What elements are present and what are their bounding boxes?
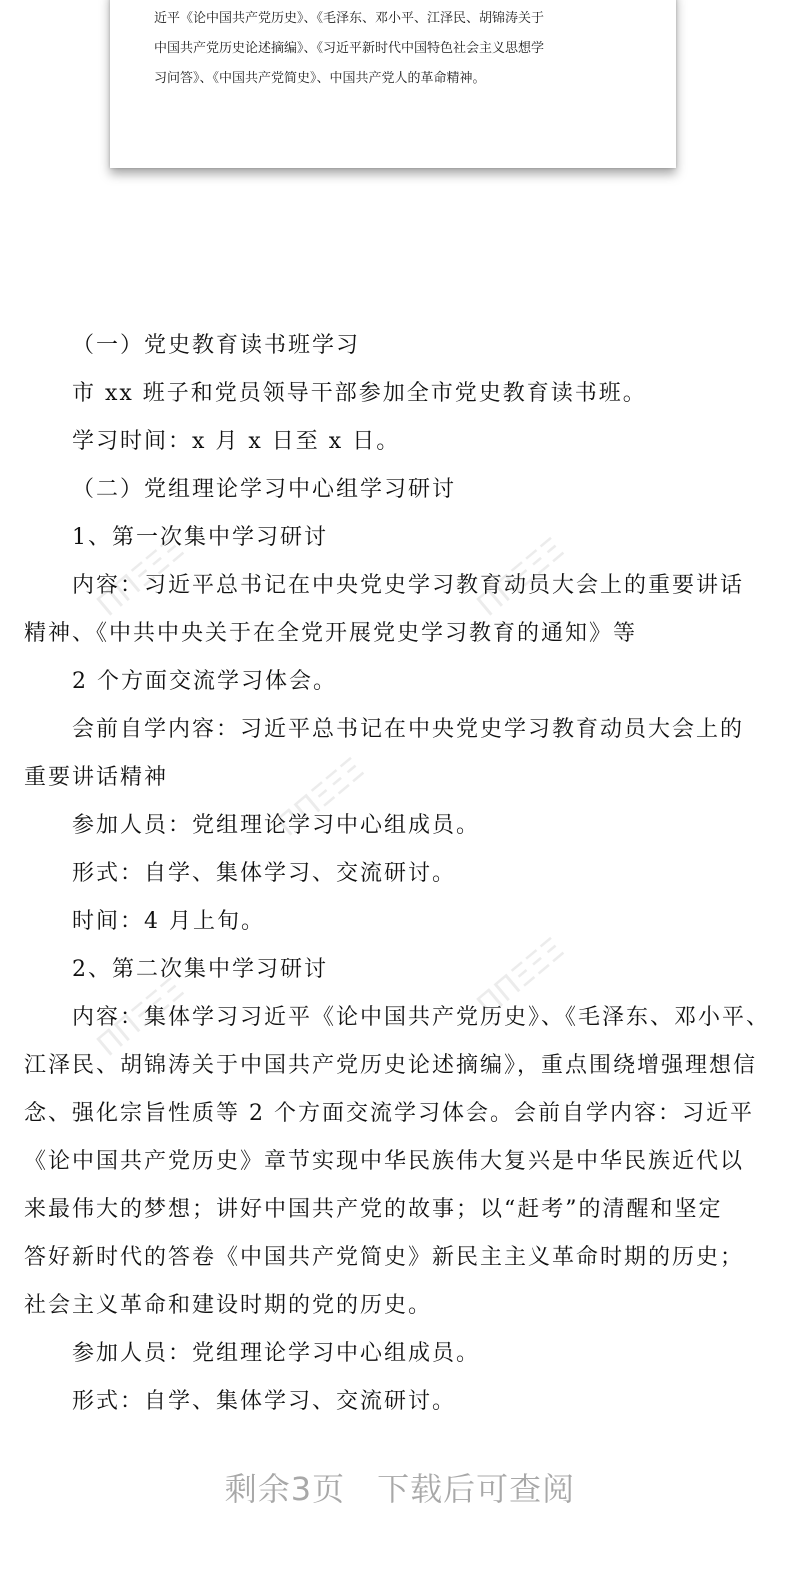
subsection-heading: 2、第二次集中学习研讨 xyxy=(72,957,328,982)
watermark: ΠΠΞΞΞ xyxy=(90,531,192,624)
paragraph: 重要讲话精神 xyxy=(24,765,169,790)
paragraph: 学习时间：x 月 x 日至 x 日。 xyxy=(72,429,401,454)
paragraph: 精神、《中共中央关于在全党开展党史学习教育的通知》等 xyxy=(24,621,638,646)
paragraph: 答好新时代的答卷《中国共产党简史》新民主主义革命时期的历史； xyxy=(24,1245,745,1270)
paragraph: 参加人员：党组理论学习中心组成员。 xyxy=(72,813,481,838)
preview-line: 习问答》、《中国共产党简史》、中国共产党人的革命精神。 xyxy=(154,71,486,86)
preview-card xyxy=(110,0,676,168)
preview-text xyxy=(154,4,654,94)
watermark: ΠΠΞΞΞ xyxy=(90,971,192,1064)
section-heading: （一）党史教育读书班学习 xyxy=(72,333,361,358)
paragraph: 《论中国共产党历史》章节实现中华民族伟大复兴是中华民族近代以 xyxy=(24,1149,745,1174)
preview-line: 中国共产党历史论述摘编》、《习近平新时代中国特色社会主义思想学 xyxy=(154,41,545,56)
paragraph: 会前自学内容：习近平总书记在中央党史学习教育动员大会上的 xyxy=(72,717,745,742)
section-heading: （二）党组理论学习中心组学习研讨 xyxy=(72,477,457,502)
paragraph: 市 xx 班子和党员领导干部参加全市党史教育读书班。 xyxy=(72,381,647,406)
download-to-view-label: 下载后可查阅 xyxy=(377,1470,576,1508)
paragraph: 形式：自学、集体学习、交流研讨。 xyxy=(72,1389,457,1414)
watermark: ΠΠΞΞΞ xyxy=(470,531,572,624)
paragraph: 参加人员：党组理论学习中心组成员。 xyxy=(72,1341,481,1366)
paragraph: 内容：集体学习习近平《论中国共产党历史》、《毛泽东、邓小平、 xyxy=(72,1005,771,1030)
paragraph: 2 个方面交流学习体会。 xyxy=(72,669,337,694)
paragraph: 社会主义革命和建设时期的党的历史。 xyxy=(24,1293,433,1318)
download-prompt[interactable] xyxy=(0,1464,800,1510)
paragraph: 时间：4 月上旬。 xyxy=(72,909,265,934)
preview-line: 近平《论中国共产党历史》、《毛泽东、邓小平、江泽民、胡锦涛关于 xyxy=(154,11,545,26)
paragraph: 形式：自学、集体学习、交流研讨。 xyxy=(72,861,457,886)
paragraph: 内容：习近平总书记在中央党史学习教育动员大会上的重要讲话 xyxy=(72,573,745,598)
remaining-pages-label: 剩余3页 xyxy=(224,1470,346,1508)
paragraph: 来最伟大的梦想；讲好中国共产党的故事；以“赶考”的清醒和坚定 xyxy=(24,1197,723,1222)
paragraph: 江泽民、胡锦涛关于中国共产党历史论述摘编》，重点围绕增强理想信 xyxy=(24,1053,758,1078)
subsection-heading: 1、第一次集中学习研讨 xyxy=(72,525,328,550)
watermark: ΠΠΞΞΞ xyxy=(470,931,572,1024)
watermark: ΠΠΞΞΞ xyxy=(270,751,372,844)
paragraph: 念、强化宗旨性质等 2 个方面交流学习体会。会前自学内容：习近平 xyxy=(24,1101,754,1126)
